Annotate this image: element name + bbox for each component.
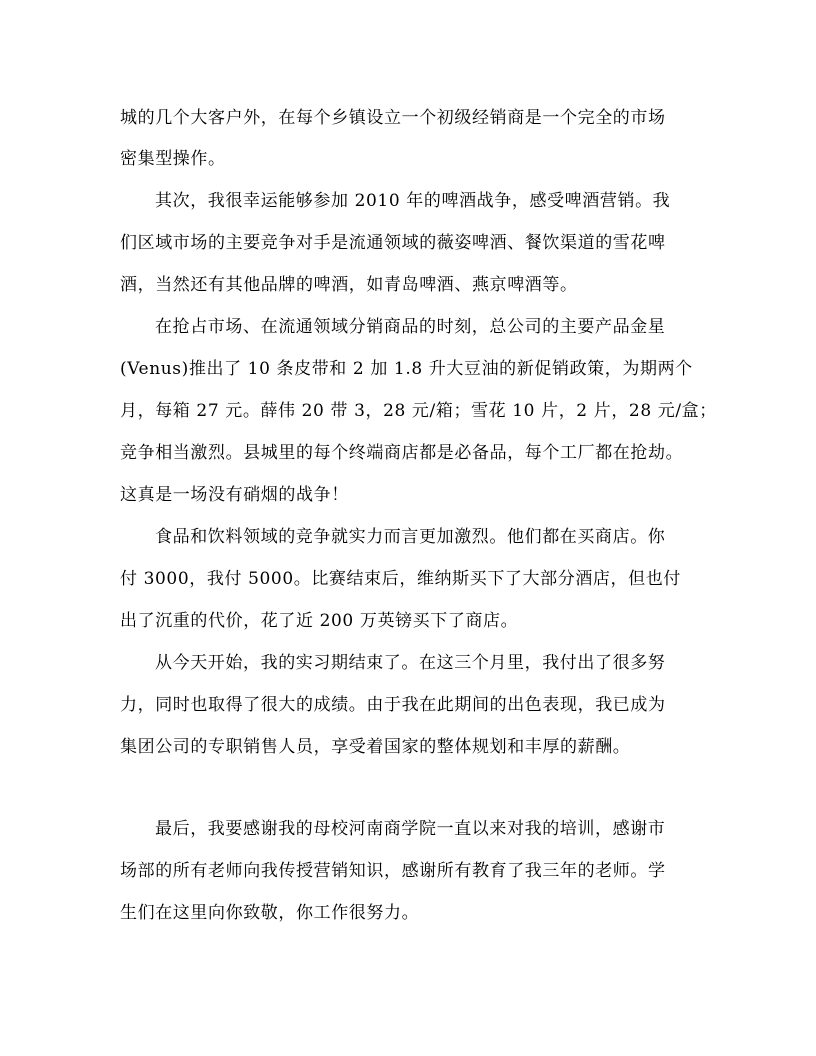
text-line: 集团公司的专职销售人员，享受着国家的整体规划和丰厚的薪酬。 bbox=[120, 737, 631, 757]
paragraph-first-line: 其次，我很幸运能够参加 2010 年的啤酒战争，感受啤酒营销。我 bbox=[155, 191, 671, 211]
paragraph-first-line: 从今天开始，我的实习期结束了。在这三个月里，我付出了很多努 bbox=[155, 653, 666, 673]
text-line: 场部的所有老师向我传授营销知识，感谢所有教育了我三年的老师。学 bbox=[120, 861, 666, 881]
text-line: 生们在这里向你致敬，你工作很努力。 bbox=[120, 903, 420, 923]
text-line: (Venus)推出了 10 条皮带和 2 加 1.8 升大豆油的新促销政策，为期两个 bbox=[120, 359, 693, 379]
text-line: 月，每箱 27 元。薛伟 20 带 3，28 元/箱；雪花 10 片，2 片，28 元/盒； bbox=[120, 401, 717, 421]
paragraph-first-line: 在抢占市场、在流通领域分销商品的时刻，总公司的主要产品金星 bbox=[155, 317, 666, 337]
text-line: 城的几个大客户外，在每个乡镇设立一个初级经销商是一个完全的市场 bbox=[120, 108, 666, 128]
paragraph-first-line: 最后，我要感谢我的母校河南商学院一直以来对我的培训，感谢市 bbox=[155, 819, 666, 839]
text-line: 酒，当然还有其他品牌的啤酒，如青岛啤酒、燕京啤酒等。 bbox=[120, 275, 578, 295]
paragraph-first-line: 食品和饮料领域的竞争就实力而言更加激烈。他们都在买商店。你 bbox=[155, 527, 666, 547]
text-line: 付 3000，我付 5000。比赛结束后，维纳斯买下了大部分酒店，但也付 bbox=[120, 569, 681, 589]
text-line: 这真是一场没有硝烟的战争！ bbox=[120, 485, 349, 505]
text-line: 力，同时也取得了很大的成绩。由于我在此期间的出色表现，我已成为 bbox=[120, 695, 666, 715]
text-line: 们区域市场的主要竞争对手是流通领域的薇姿啤酒、餐饮渠道的雪花啤 bbox=[120, 233, 666, 253]
text-line: 出了沉重的代价，花了近 200 万英镑买下了商店。 bbox=[120, 611, 519, 631]
text-line: 密集型操作。 bbox=[120, 149, 226, 169]
text-line: 竞争相当激烈。县城里的每个终端商店都是必备品，每个工厂都在抢劫。 bbox=[120, 443, 684, 463]
